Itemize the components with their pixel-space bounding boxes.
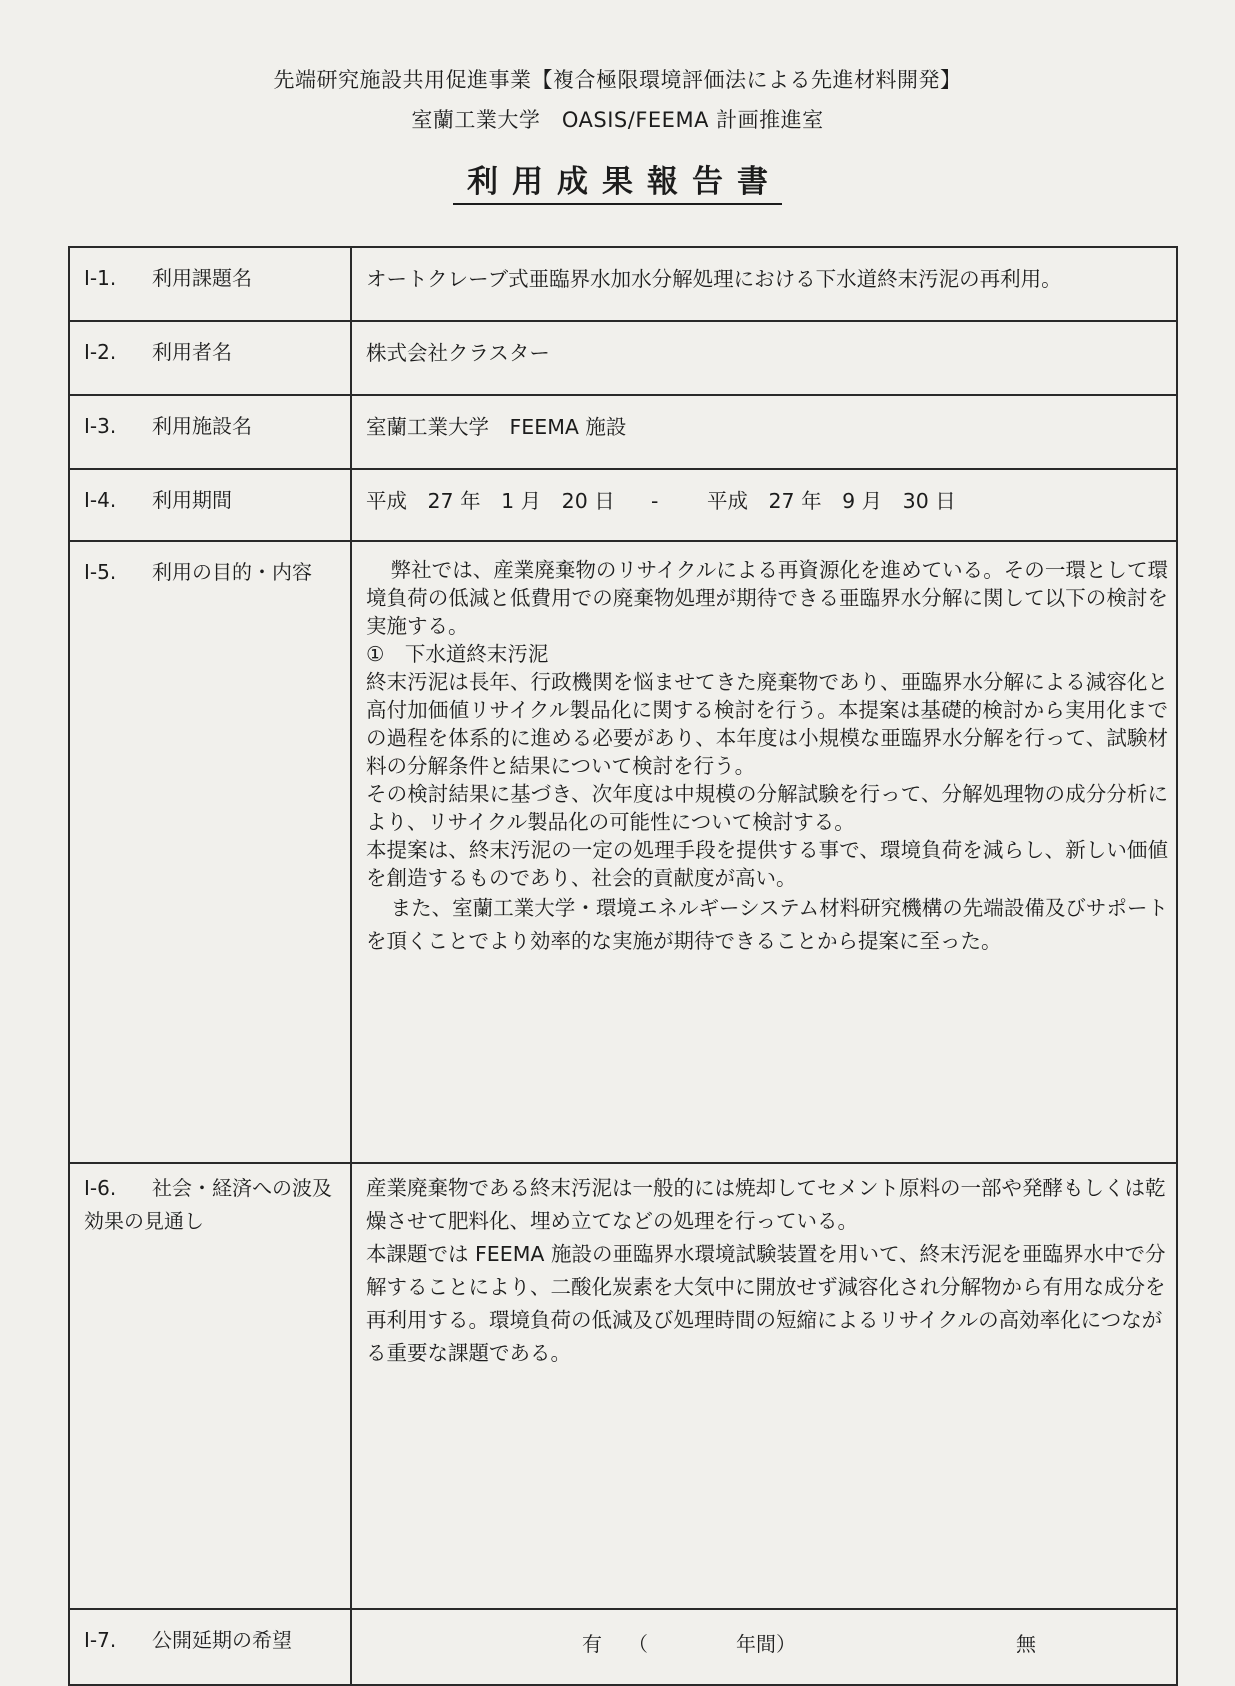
facility-value: 室蘭工業大学 FEEMA 施設 [351, 395, 1177, 469]
row-number: Ⅰ-6. [84, 1176, 117, 1200]
purpose-paragraph: 本提案は、終末汚泥の一定の処理手段を提供する事で、環境負荷を減らし、新しい価値を創造するものであり、社会的貢献度が高い。 [366, 838, 1168, 890]
row-label [69, 541, 351, 1163]
period-separator: - [651, 489, 659, 513]
publication-delay-options [351, 1609, 1177, 1685]
row-label [69, 395, 351, 469]
row-number: Ⅰ-5. [84, 560, 117, 584]
row-number: Ⅰ-3. [84, 414, 117, 438]
period-end: 平成 27 年 9 月 30 日 [707, 489, 956, 513]
purpose-paragraph: 弊社では、産業廃棄物のリサイクルによる再資源化を進めている。その一環として環境負荷の低減と低費用での廃棄物処理が期待できる亜臨界水分解に関して以下の検討を実施する。 [366, 558, 1168, 638]
report-form-table [68, 246, 1178, 1686]
form-row-period [69, 469, 1177, 541]
row-label-text: 社会・経済への波及効果の見通し [84, 1176, 332, 1233]
form-row-project-title [69, 247, 1177, 321]
impact-paragraph: 産業廃棄物である終末汚泥は一般的には焼却してセメント原料の一部や発酵もしくは乾燥させて肥料化、埋め立てなどの処理を行っている。 [366, 1176, 1166, 1233]
row-label-text: 公開延期の希望 [152, 1628, 292, 1652]
form-row-facility [69, 395, 1177, 469]
row-label [69, 1609, 351, 1685]
period-start: 平成 27 年 1 月 20 日 [366, 489, 615, 513]
period-value [351, 469, 1177, 541]
page-title [0, 156, 1235, 201]
impact-paragraph: 本課題では FEEMA 施設の亜臨界水環境試験装置を用いて、終末汚泥を亜臨界水中で分解することにより、二酸化炭素を大気中に開放せず減容化され分解物から有用な成分を再利用する。環境負荷の低減及び処理時間の短縮によるリサイクルの高効率化につながる重要な課題である。 [366, 1242, 1166, 1365]
row-number: Ⅰ-1. [84, 266, 117, 290]
project-title-value: オートクレーブ式亜臨界水加水分解処理における下水道終末汚泥の再利用。 [351, 247, 1177, 321]
form-row-user-name [69, 321, 1177, 395]
row-label-text: 利用者名 [152, 340, 232, 364]
row-label [69, 247, 351, 321]
row-number: Ⅰ-2. [84, 340, 117, 364]
form-row-impact [69, 1163, 1177, 1609]
purpose-content [351, 541, 1177, 1163]
impact-content [351, 1163, 1177, 1609]
row-label-text: 利用の目的・内容 [152, 560, 312, 584]
header-organization: 先端研究施設共用促進事業【複合極限環境評価法による先進材料開発】 [273, 68, 962, 92]
page-title-text: 利用成果報告書 [453, 164, 782, 205]
form-row-publication-delay [69, 1609, 1177, 1685]
option-yes[interactable]: 有 [582, 1632, 602, 1656]
option-no[interactable]: 無 [1016, 1632, 1036, 1656]
row-label [69, 469, 351, 541]
header-office: 室蘭工業大学 OASIS/FEEMA 計画推進室 [411, 108, 824, 132]
row-label [69, 321, 351, 395]
purpose-paragraph: また、室蘭工業大学・環境エネルギーシステム材料研究機構の先端設備及びサポートを頂くことでより効率的な実施が期待できることから提案に至った。 [366, 896, 1168, 953]
user-name-value: 株式会社クラスター [351, 321, 1177, 395]
row-number: Ⅰ-4. [84, 488, 117, 512]
purpose-paragraph: 終末汚泥は長年、行政機関を悩ませてきた廃棄物であり、亜臨界水分解による減容化と高付加価値リサイクル製品化に関する検討を行う。本提案は基礎的検討から実用化までの過程を体系的に進める必要があり、本年度は小規模な亜臨界水分解を行って、試験材料の分解条件と結果について検討を行う。 [366, 670, 1168, 778]
row-label-text: 利用課題名 [152, 266, 252, 290]
form-row-purpose [69, 541, 1177, 1163]
row-label [69, 1163, 351, 1609]
option-yes-paren: （ [628, 1632, 648, 1656]
row-number: Ⅰ-7. [84, 1628, 117, 1652]
purpose-item-heading: ① 下水道終末汚泥 [366, 642, 549, 666]
row-label-text: 利用施設名 [152, 414, 252, 438]
option-yes-years: 年間） [736, 1632, 796, 1656]
row-label-text: 利用期間 [152, 488, 232, 512]
purpose-paragraph: その検討結果に基づき、次年度は中規模の分解試験を行って、分解処理物の成分分析により、リサイクル製品化の可能性について検討する。 [366, 782, 1168, 834]
